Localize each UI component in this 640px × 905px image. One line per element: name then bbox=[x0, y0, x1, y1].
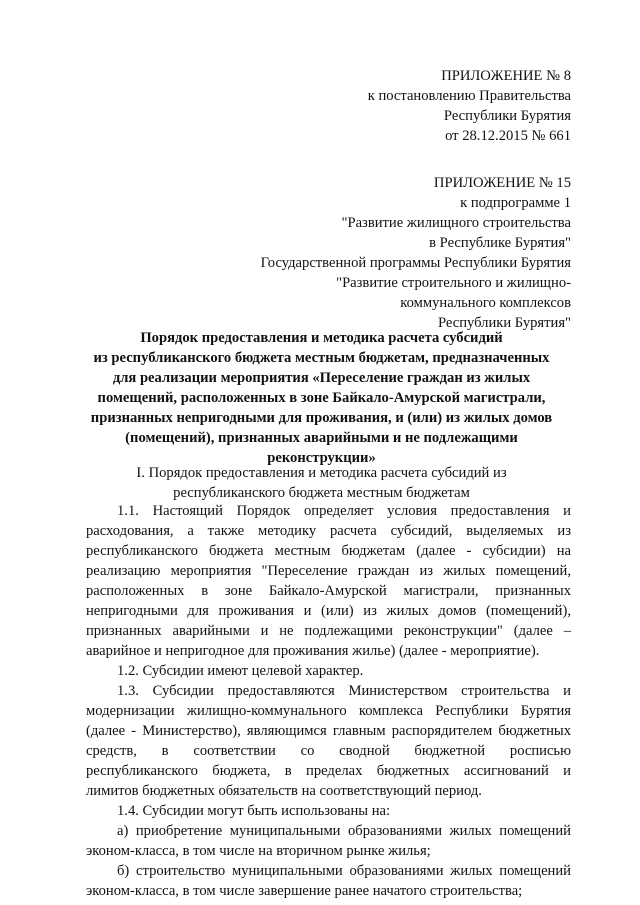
annex-sub-line: в Республике Бурятия" bbox=[429, 235, 571, 251]
title-line: признанных непригодными для проживания, и (или) из жилых домов bbox=[90, 410, 553, 426]
body-line: средств, в соответствии со сводной бюджетной росписью bbox=[86, 743, 571, 759]
annex-main-block bbox=[368, 66, 571, 146]
title-line: из республиканского бюджета местным бюджетам, предназначенных bbox=[93, 350, 550, 366]
annex-sub-line: ПРИЛОЖЕНИЕ № 15 bbox=[433, 175, 571, 191]
body-line: аварийное и непригодное для проживания жилье) (далее - мероприятие). bbox=[86, 643, 540, 659]
body-line: 1.3. Субсидии предоставляются Министерством строительства и bbox=[117, 683, 571, 699]
annex-main-line: от 28.12.2015 № 661 bbox=[445, 128, 571, 144]
annex-main-line: ПРИЛОЖЕНИЕ № 8 bbox=[441, 68, 571, 84]
body-line: эконом-класса, в том числе на вторичном рынке жилья; bbox=[86, 843, 431, 859]
title-line: Порядок предоставления и методика расчета субсидий bbox=[140, 330, 503, 346]
annex-sub-line: Государственной программы Республики Бурятия bbox=[260, 255, 571, 271]
title-line: реконструкции» bbox=[267, 450, 376, 466]
body-line: расходования, а также методику расчета субсидий, выделяемых из bbox=[86, 523, 571, 539]
title-line: помещений, расположенных в зоне Байкало-Амурской магистрали, bbox=[97, 390, 546, 406]
paragraph-b bbox=[86, 861, 571, 901]
body-line: эконом-класса, в том числе завершение ранее начатого строительства; bbox=[86, 883, 523, 899]
section-heading bbox=[60, 463, 583, 503]
body-line: лимитов бюджетных обязательств на соответствующий период. bbox=[86, 783, 482, 799]
body-line: расположенных в зоне Байкало-Амурской магистрали, признанных bbox=[86, 583, 571, 599]
paragraph-a bbox=[86, 821, 571, 861]
body-line: республиканского бюджета местным бюджетам (далее - субсидии) на bbox=[86, 543, 571, 559]
paragraph-1-3 bbox=[86, 681, 571, 801]
body-line: (далее - Министерство), являющимся главным распорядителем бюджетных bbox=[86, 723, 571, 739]
body-line: б) строительство муниципальными образованиями жилых помещений bbox=[117, 863, 571, 879]
body-line: признанных аварийными и не подлежащими реконструкции" (далее – bbox=[86, 623, 571, 639]
annex-sub-line: "Развитие строительного и жилищно- bbox=[336, 275, 571, 291]
annex-sub-line: "Развитие жилищного строительства bbox=[341, 215, 571, 231]
body-line: модернизации жилищно-коммунального комплекса Республики Бурятия bbox=[86, 703, 571, 719]
annex-main-line: Республики Бурятия bbox=[443, 108, 571, 124]
paragraph-1-4 bbox=[86, 801, 571, 821]
body-text bbox=[86, 501, 571, 901]
body-line: реализацию мероприятия "Переселение граждан из жилых помещений, bbox=[86, 563, 571, 579]
section-heading-line: республиканского бюджета местным бюджетам bbox=[173, 485, 470, 501]
paragraph-1-1 bbox=[86, 501, 571, 661]
body-line: непригодными для проживания и (или) из жилых домов (помещений), bbox=[86, 603, 571, 619]
document-title bbox=[60, 328, 583, 468]
annex-main-line: к постановлению Правительства bbox=[367, 88, 571, 104]
title-line: для реализации мероприятия «Переселение граждан из жилых bbox=[112, 370, 531, 386]
title-line: (помещений), признанных аварийными и не подлежащими bbox=[125, 430, 518, 446]
body-line: 1.4. Субсидии могут быть использованы на: bbox=[117, 803, 391, 819]
annex-sub-line: коммунального комплексов bbox=[400, 295, 571, 311]
annex-sub-line: к подпрограмме 1 bbox=[460, 195, 571, 211]
annex-sub-line: Республики Бурятия" bbox=[437, 315, 571, 331]
body-line: 1.1. Настоящий Порядок определяет условия предоставления и bbox=[117, 503, 571, 519]
body-line: 1.2. Субсидии имеют целевой характер. bbox=[117, 663, 364, 679]
paragraph-1-2 bbox=[86, 661, 571, 681]
body-line: республиканского бюджета, в пределах бюджетных ассигнований и bbox=[86, 763, 571, 779]
annex-sub-block bbox=[261, 173, 571, 333]
body-line: а) приобретение муниципальными образованиями жилых помещений bbox=[117, 823, 571, 839]
section-heading-line: I. Порядок предоставления и методика расчета субсидий из bbox=[136, 465, 507, 481]
